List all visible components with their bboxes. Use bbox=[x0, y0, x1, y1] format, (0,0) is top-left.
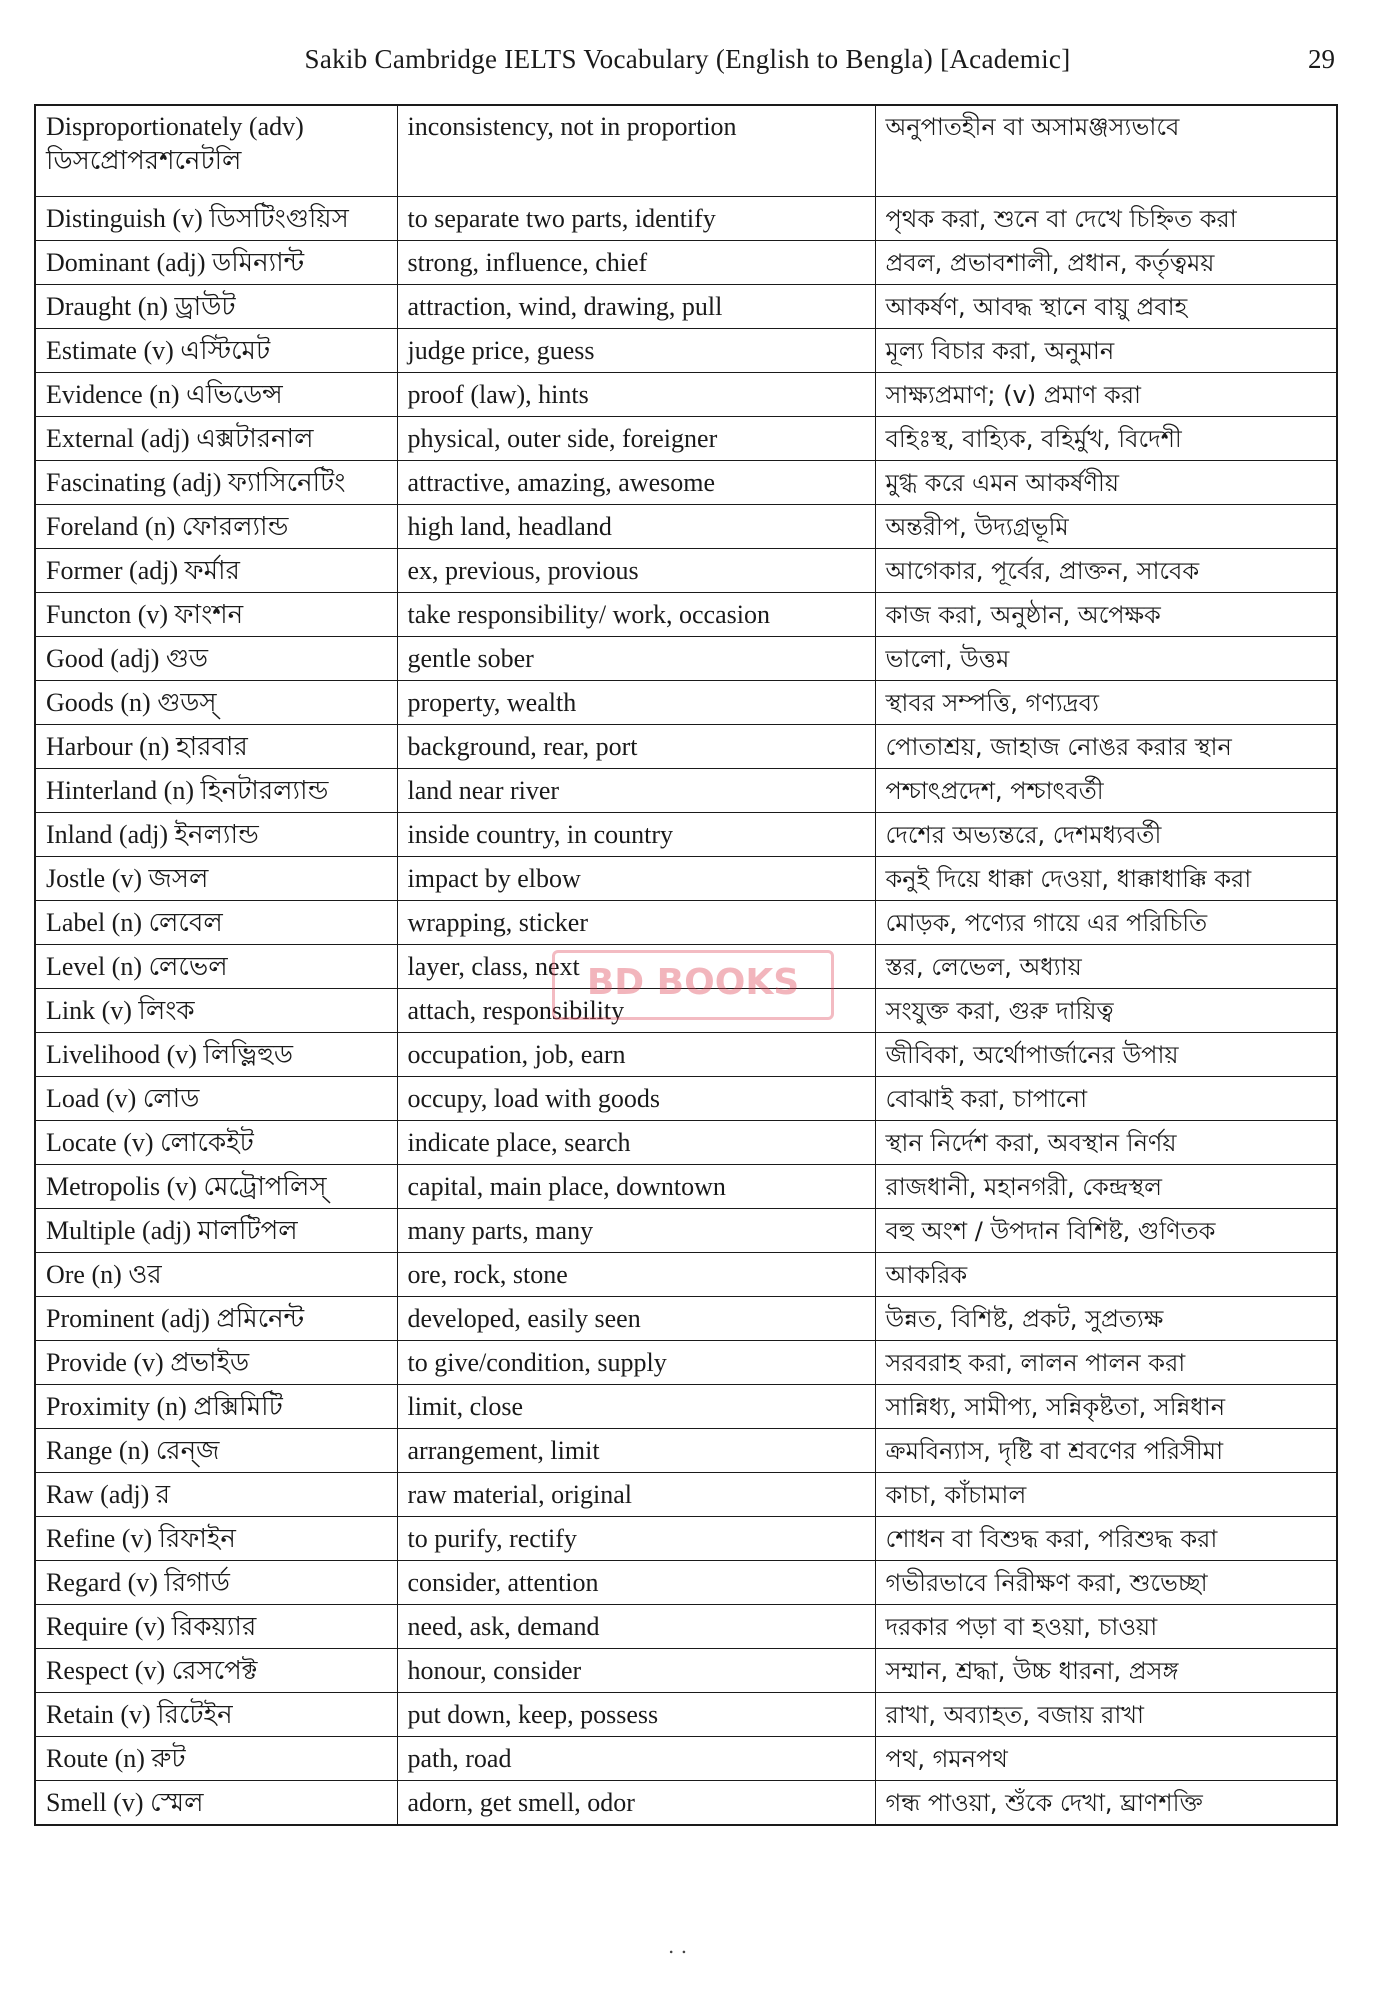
definition-cell: proof (law), hints bbox=[397, 373, 875, 417]
word-cell: Level (n) লেভেল bbox=[35, 945, 397, 989]
table-row bbox=[35, 329, 1337, 373]
definition-cell: judge price, guess bbox=[397, 329, 875, 373]
table-row bbox=[35, 769, 1337, 813]
word-cell: Harbour (n) হারবার bbox=[35, 725, 397, 769]
table-row bbox=[35, 241, 1337, 285]
word-cell: Inland (adj) ইনল্যান্ড bbox=[35, 813, 397, 857]
word-cell: Fascinating (adj) ফ্যাসিনেটিং bbox=[35, 461, 397, 505]
word-cell: Good (adj) গুড bbox=[35, 637, 397, 681]
bengali-meaning-cell: জীবিকা, অর্থোপার্জানের উপায় bbox=[875, 1033, 1337, 1077]
word-cell: Ore (n) ওর bbox=[35, 1253, 397, 1297]
bengali-meaning-cell: স্থাবর সম্পত্তি, গণ্যদ্রব্য bbox=[875, 681, 1337, 725]
word-cell: Former (adj) ফর্মার bbox=[35, 549, 397, 593]
bengali-meaning-cell: কাচা, কাঁচামাল bbox=[875, 1473, 1337, 1517]
bengali-meaning-cell: বহিঃস্থ, বাহ্যিক, বহির্মুখ, বিদেশী bbox=[875, 417, 1337, 461]
bengali-meaning-cell: কাজ করা, অনুষ্ঠান, অপেক্ষক bbox=[875, 593, 1337, 637]
table-row bbox=[35, 989, 1337, 1033]
word-cell: Link (v) লিংক bbox=[35, 989, 397, 1033]
table-row bbox=[35, 1693, 1337, 1737]
definition-cell: layer, class, next bbox=[397, 945, 875, 989]
table-row bbox=[35, 1385, 1337, 1429]
word-cell: Proximity (n) প্রক্সিমিটি bbox=[35, 1385, 397, 1429]
bengali-meaning-cell: স্থান নির্দেশ করা, অবস্থান নির্ণয় bbox=[875, 1121, 1337, 1165]
table-row bbox=[35, 1341, 1337, 1385]
table-row bbox=[35, 373, 1337, 417]
table-row bbox=[35, 1121, 1337, 1165]
word-cell: Prominent (adj) প্রমিনেন্ট bbox=[35, 1297, 397, 1341]
watermark-logo: BD BOOKS bbox=[552, 950, 834, 1020]
table-row bbox=[35, 505, 1337, 549]
bengali-meaning-cell: কনুই দিয়ে ধাক্কা দেওয়া, ধাক্কাধাক্কি করা bbox=[875, 857, 1337, 901]
bengali-meaning-cell: গভীরভাবে নিরীক্ষণ করা, শুভেচ্ছা bbox=[875, 1561, 1337, 1605]
definition-cell: take responsibility/ work, occasion bbox=[397, 593, 875, 637]
definition-cell: physical, outer side, foreigner bbox=[397, 417, 875, 461]
table-row bbox=[35, 549, 1337, 593]
word-cell: Functon (v) ফাংশন bbox=[35, 593, 397, 637]
table-row bbox=[35, 1033, 1337, 1077]
word-cell: Provide (v) প্রভাইড bbox=[35, 1341, 397, 1385]
word-cell: Label (n) লেবেল bbox=[35, 901, 397, 945]
bengali-meaning-cell: পোতাশ্রয়, জাহাজ নোঙর করার স্থান bbox=[875, 725, 1337, 769]
word-cell: Distinguish (v) ডিসটিংগুয়িস bbox=[35, 197, 397, 241]
definition-cell: ex, previous, provious bbox=[397, 549, 875, 593]
word-cell: Dominant (adj) ডমিন্যান্ট bbox=[35, 241, 397, 285]
bengali-meaning-cell: স্তর, লেভেল, অধ্যায় bbox=[875, 945, 1337, 989]
table-row bbox=[35, 813, 1337, 857]
word-cell: Jostle (v) জসল bbox=[35, 857, 397, 901]
bengali-meaning-cell: আকরিক bbox=[875, 1253, 1337, 1297]
bengali-meaning-cell: বহু অংশ / উপদান বিশিষ্ট, গুণিতক bbox=[875, 1209, 1337, 1253]
word-cell: Disproportionately (adv) ডিসপ্রোপরশনেটলি bbox=[35, 105, 397, 197]
table-row bbox=[35, 725, 1337, 769]
definition-cell: occupation, job, earn bbox=[397, 1033, 875, 1077]
definition-cell: to separate two parts, identify bbox=[397, 197, 875, 241]
bengali-meaning-cell: মোড়ক, পণ্যের গায়ে এর পরিচিতি bbox=[875, 901, 1337, 945]
book-title: Sakib Cambridge IELTS Vocabulary (English to Bengla) [Academic] bbox=[304, 44, 1071, 74]
table-row bbox=[35, 681, 1337, 725]
table-row bbox=[35, 1781, 1337, 1826]
definition-cell: gentle sober bbox=[397, 637, 875, 681]
word-cell: Evidence (n) এভিডেন্স bbox=[35, 373, 397, 417]
footer-mark: . . bbox=[668, 1934, 688, 1958]
word-cell: Refine (v) রিফাইন bbox=[35, 1517, 397, 1561]
word-cell: Respect (v) রেসপেক্ট bbox=[35, 1649, 397, 1693]
word-cell: Estimate (v) এস্টিমেট bbox=[35, 329, 397, 373]
definition-cell: property, wealth bbox=[397, 681, 875, 725]
table-row bbox=[35, 945, 1337, 989]
definition-cell: impact by elbow bbox=[397, 857, 875, 901]
bengali-meaning-cell: বোঝাই করা, চাপানো bbox=[875, 1077, 1337, 1121]
definition-cell: background, rear, port bbox=[397, 725, 875, 769]
word-cell: Raw (adj) র bbox=[35, 1473, 397, 1517]
bengali-meaning-cell: অনুপাতহীন বা অসামঞ্জস্যভাবে bbox=[875, 105, 1337, 197]
definition-cell: attach, responsibility bbox=[397, 989, 875, 1033]
word-cell: Require (v) রিকয়্যার bbox=[35, 1605, 397, 1649]
table-row bbox=[35, 1737, 1337, 1781]
bengali-meaning-cell: পশ্চাৎপ্রদেশ, পশ্চাৎবর্তী bbox=[875, 769, 1337, 813]
word-cell: Draught (n) ড্রাউট bbox=[35, 285, 397, 329]
table-row bbox=[35, 417, 1337, 461]
bengali-meaning-cell: প্রবল, প্রভাবশালী, প্রধান, কর্তৃত্বময় bbox=[875, 241, 1337, 285]
table-row bbox=[35, 1253, 1337, 1297]
word-cell: Metropolis (v) মেট্রোপলিস্ bbox=[35, 1165, 397, 1209]
bengali-meaning-cell: শোধন বা বিশুদ্ধ করা, পরিশুদ্ধ করা bbox=[875, 1517, 1337, 1561]
definition-cell: many parts, many bbox=[397, 1209, 875, 1253]
definition-cell: put down, keep, possess bbox=[397, 1693, 875, 1737]
bengali-meaning-cell: সান্নিধ্য, সামীপ্য, সন্নিকৃষ্টতা, সন্নিধান bbox=[875, 1385, 1337, 1429]
word-cell: Multiple (adj) মালটিপল bbox=[35, 1209, 397, 1253]
definition-cell: honour, consider bbox=[397, 1649, 875, 1693]
vocabulary-table-body bbox=[35, 105, 1337, 1825]
definition-cell: to purify, rectify bbox=[397, 1517, 875, 1561]
definition-cell: occupy, load with goods bbox=[397, 1077, 875, 1121]
table-row bbox=[35, 1165, 1337, 1209]
table-row bbox=[35, 197, 1337, 241]
bengali-meaning-cell: মুগ্ধ করে এমন আকর্ষণীয় bbox=[875, 461, 1337, 505]
table-row bbox=[35, 637, 1337, 681]
bengali-meaning-cell: অন্তরীপ, উদ্যগ্রভূমি bbox=[875, 505, 1337, 549]
vocabulary-table bbox=[34, 104, 1338, 1826]
definition-cell: consider, attention bbox=[397, 1561, 875, 1605]
table-row bbox=[35, 1649, 1337, 1693]
definition-cell: land near river bbox=[397, 769, 875, 813]
word-cell: Smell (v) স্মেল bbox=[35, 1781, 397, 1826]
table-row bbox=[35, 857, 1337, 901]
word-cell: Regard (v) রিগার্ড bbox=[35, 1561, 397, 1605]
word-cell: Locate (v) লোকেইট bbox=[35, 1121, 397, 1165]
bengali-meaning-cell: রাখা, অব্যাহত, বজায় রাখা bbox=[875, 1693, 1337, 1737]
word-cell: Route (n) রুট bbox=[35, 1737, 397, 1781]
bengali-meaning-cell: সরবরাহ করা, লালন পালন করা bbox=[875, 1341, 1337, 1385]
definition-cell: inside country, in country bbox=[397, 813, 875, 857]
table-row bbox=[35, 461, 1337, 505]
word-cell: Load (v) লোড bbox=[35, 1077, 397, 1121]
bengali-meaning-cell: সাক্ষ্যপ্রমাণ; (v) প্রমাণ করা bbox=[875, 373, 1337, 417]
table-row bbox=[35, 1077, 1337, 1121]
bengali-meaning-cell: পথ, গমনপথ bbox=[875, 1737, 1337, 1781]
table-row bbox=[35, 901, 1337, 945]
page-header bbox=[0, 44, 1375, 88]
definition-cell: strong, influence, chief bbox=[397, 241, 875, 285]
bengali-meaning-cell: আকর্ষণ, আবদ্ধ স্থানে বায়ু প্রবাহ bbox=[875, 285, 1337, 329]
definition-cell: path, road bbox=[397, 1737, 875, 1781]
bengali-meaning-cell: দেশের অভ্যন্তরে, দেশমধ্যবর্তী bbox=[875, 813, 1337, 857]
definition-cell: inconsistency, not in proportion bbox=[397, 105, 875, 197]
table-row bbox=[35, 1209, 1337, 1253]
bengali-meaning-cell: দরকার পড়া বা হওয়া, চাওয়া bbox=[875, 1605, 1337, 1649]
definition-cell: indicate place, search bbox=[397, 1121, 875, 1165]
table-row bbox=[35, 1473, 1337, 1517]
definition-cell: need, ask, demand bbox=[397, 1605, 875, 1649]
definition-cell: high land, headland bbox=[397, 505, 875, 549]
word-cell: Goods (n) গুডস্ bbox=[35, 681, 397, 725]
table-row bbox=[35, 1517, 1337, 1561]
table-row bbox=[35, 1429, 1337, 1473]
definition-cell: to give/condition, supply bbox=[397, 1341, 875, 1385]
bengali-meaning-cell: আগেকার, পূর্বের, প্রাক্তন, সাবেক bbox=[875, 549, 1337, 593]
definition-cell: wrapping, sticker bbox=[397, 901, 875, 945]
bengali-meaning-cell: সম্মান, শ্রদ্ধা, উচ্চ ধারনা, প্রসঙ্গ bbox=[875, 1649, 1337, 1693]
table-row bbox=[35, 1297, 1337, 1341]
page-number: 29 bbox=[1308, 44, 1335, 74]
bengali-meaning-cell: রাজধানী, মহানগরী, কেন্দ্রস্থল bbox=[875, 1165, 1337, 1209]
word-cell: Retain (v) রিটেইন bbox=[35, 1693, 397, 1737]
definition-cell: limit, close bbox=[397, 1385, 875, 1429]
definition-cell: attractive, amazing, awesome bbox=[397, 461, 875, 505]
table-row bbox=[35, 285, 1337, 329]
table-row bbox=[35, 1605, 1337, 1649]
bengali-meaning-cell: ক্রমবিন্যাস, দৃষ্টি বা শ্রবণের পরিসীমা bbox=[875, 1429, 1337, 1473]
word-cell: Foreland (n) ফোরল্যান্ড bbox=[35, 505, 397, 549]
definition-cell: raw material, original bbox=[397, 1473, 875, 1517]
bengali-meaning-cell: উন্নত, বিশিষ্ট, প্রকট, সুপ্রত্যক্ষ bbox=[875, 1297, 1337, 1341]
word-cell: Livelihood (v) লিভ্লিহুড bbox=[35, 1033, 397, 1077]
word-cell: Hinterland (n) হিনটারল্যান্ড bbox=[35, 769, 397, 813]
bengali-meaning-cell: সংযুক্ত করা, গুরু দায়িত্ব bbox=[875, 989, 1337, 1033]
bengali-meaning-cell: ভালো, উত্তম bbox=[875, 637, 1337, 681]
definition-cell: adorn, get smell, odor bbox=[397, 1781, 875, 1826]
bengali-meaning-cell: গন্ধ পাওয়া, শুঁকে দেখা, ঘ্রাণশক্তি bbox=[875, 1781, 1337, 1826]
definition-cell: attraction, wind, drawing, pull bbox=[397, 285, 875, 329]
word-cell: Range (n) রেন্জ bbox=[35, 1429, 397, 1473]
bengali-meaning-cell: পৃথক করা, শুনে বা দেখে চিহ্নিত করা bbox=[875, 197, 1337, 241]
table-row bbox=[35, 1561, 1337, 1605]
definition-cell: arrangement, limit bbox=[397, 1429, 875, 1473]
bengali-meaning-cell: মূল্য বিচার করা, অনুমান bbox=[875, 329, 1337, 373]
table-row bbox=[35, 593, 1337, 637]
word-cell: External (adj) এক্সটারনাল bbox=[35, 417, 397, 461]
definition-cell: capital, main place, downtown bbox=[397, 1165, 875, 1209]
definition-cell: developed, easily seen bbox=[397, 1297, 875, 1341]
definition-cell: ore, rock, stone bbox=[397, 1253, 875, 1297]
table-row bbox=[35, 105, 1337, 197]
